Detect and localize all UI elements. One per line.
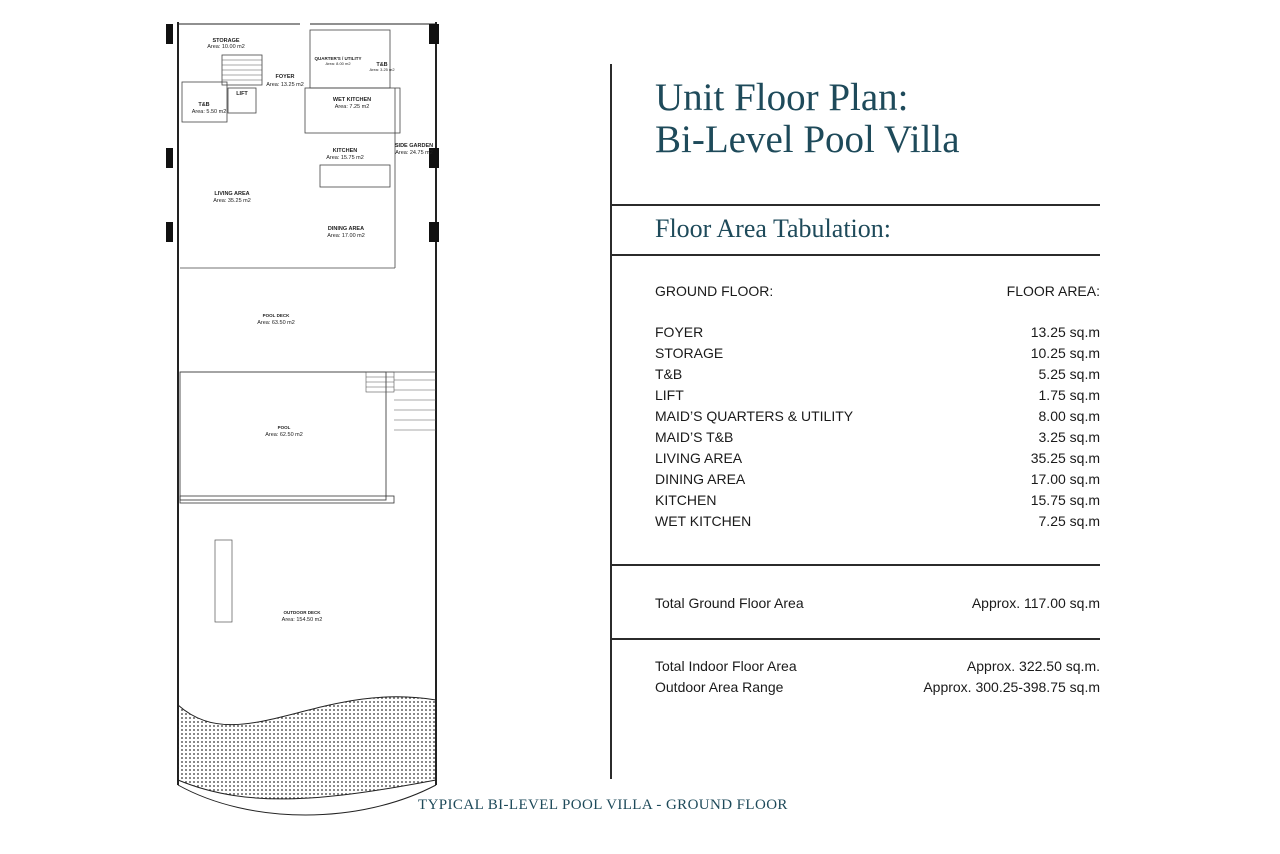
- outdoor-range-label: Outdoor Area Range: [655, 679, 784, 695]
- total-indoor-value: Approx. 322.50 sq.m.: [966, 658, 1100, 674]
- total-ground-value: Approx. 117.00 sq.m: [971, 595, 1100, 611]
- column-post: [429, 222, 439, 242]
- page-title-line1: Unit Floor Plan:: [655, 76, 909, 119]
- room-name: LIFT: [655, 387, 684, 403]
- room-area-maids-tb: Area: 3.25 m2: [369, 67, 395, 72]
- table-header-left: GROUND FLOOR:: [655, 283, 774, 299]
- room-name: LIVING AREA: [655, 450, 743, 466]
- room-area: 7.25 sq.m: [1038, 513, 1100, 529]
- outdoor-bench: [215, 540, 232, 622]
- room-area: 15.75 sq.m: [1030, 492, 1100, 508]
- outdoor-range-row: [655, 677, 1100, 698]
- room-area: 1.75 sq.m: [1038, 387, 1100, 403]
- curved-planter: [178, 697, 436, 799]
- room-area: 3.25 sq.m: [1038, 429, 1100, 445]
- table-header-right: FLOOR AREA:: [1006, 283, 1100, 299]
- total-indoor-row: [655, 656, 1100, 677]
- room-area-living: Area: 35.25 m2: [213, 198, 251, 204]
- room-label-storage: STORAGE: [212, 38, 240, 44]
- page-title-line2: Bi-Level Pool Villa: [655, 118, 960, 161]
- room-area-pool-deck: Area: 63.50 m2: [257, 320, 295, 326]
- section-divider: [612, 564, 1100, 566]
- pool-steps-icon: [366, 372, 436, 430]
- room-label-dining: DINING AREA: [327, 226, 365, 232]
- section-divider: [612, 638, 1100, 640]
- floor-plan-drawing: [160, 15, 450, 825]
- room-label-pool: POOL: [277, 425, 291, 430]
- table-header: [655, 281, 1100, 302]
- column-post: [166, 222, 173, 242]
- room-area-pool: Area: 62.50 m2: [265, 432, 303, 438]
- room-area: 13.25 sq.m: [1030, 324, 1100, 340]
- room-name: DINING AREA: [655, 471, 746, 487]
- plan-caption: TYPICAL BI-LEVEL POOL VILLA - GROUND FLOOR: [418, 797, 788, 813]
- room-area: 17.00 sq.m: [1030, 471, 1100, 487]
- table-row: [655, 469, 1100, 490]
- table-row: [655, 490, 1100, 511]
- stairs-icon: [222, 60, 262, 80]
- room-area-foyer: Area: 13.25 m2: [266, 82, 304, 88]
- room-area-kitchen: Area: 15.75 m2: [326, 155, 364, 161]
- room-name: FOYER: [655, 324, 704, 340]
- room-name: WET KITCHEN: [655, 513, 752, 529]
- room-label-living: LIVING AREA: [214, 191, 250, 197]
- room-area-storage: Area: 10.00 m2: [207, 44, 245, 50]
- table-row: [655, 364, 1100, 385]
- room-label-foyer: FOYER: [275, 74, 295, 80]
- vertical-divider: [610, 64, 612, 779]
- room-area-quarters: Area: 8.00 m2: [325, 61, 351, 66]
- total-ground-row: [655, 593, 1100, 614]
- column-post: [429, 24, 439, 44]
- room-name: MAID’S T&B: [655, 429, 734, 445]
- room-name: MAID’S QUARTERS & UTILITY: [655, 408, 854, 424]
- room-label-pool-deck: POOL DECK: [262, 313, 290, 318]
- section-divider: [612, 204, 1100, 206]
- total-indoor-label: Total Indoor Floor Area: [655, 658, 797, 674]
- table-row: [655, 385, 1100, 406]
- room-name: T&B: [655, 366, 683, 382]
- room-label-side-garden: SIDE GARDEN: [394, 143, 434, 149]
- room-label-quarters: QUARTER'S / UTILITY: [314, 56, 362, 61]
- table-row: [655, 322, 1100, 343]
- room-area-wet-kitchen: Area: 7.25 m2: [334, 104, 370, 110]
- room-area: 10.25 sq.m: [1030, 345, 1100, 361]
- room-area: 35.25 sq.m: [1030, 450, 1100, 466]
- room-label-kitchen: KITCHEN: [332, 148, 358, 154]
- table-row: [655, 427, 1100, 448]
- room-area: 8.00 sq.m: [1038, 408, 1100, 424]
- column-post: [166, 24, 173, 44]
- room-area-outdoor-deck: Area: 154.50 m2: [281, 617, 323, 623]
- table-row: [655, 406, 1100, 427]
- page-title: [655, 77, 960, 161]
- room-label-wet-kitchen: WET KITCHEN: [332, 97, 372, 103]
- column-post: [166, 148, 173, 168]
- room-label-maids-tb: T&B: [376, 62, 388, 68]
- room-area-side-garden: Area: 24.75 m2: [395, 150, 433, 156]
- room-name: KITCHEN: [655, 492, 717, 508]
- outdoor-range-value: Approx. 300.25-398.75 sq.m: [923, 679, 1100, 695]
- total-ground-label: Total Ground Floor Area: [655, 595, 804, 611]
- room-area-tb: Area: 5.50 m2: [191, 109, 227, 115]
- room-label-tb: T&B: [198, 102, 210, 108]
- room-label-outdoor-deck: OUTDOOR DECK: [283, 610, 321, 615]
- section-title: Floor Area Tabulation:: [655, 214, 891, 243]
- section-divider: [612, 254, 1100, 256]
- room-area-dining: Area: 17.00 m2: [327, 233, 365, 239]
- room-name: STORAGE: [655, 345, 724, 361]
- table-row: [655, 448, 1100, 469]
- table-row: [655, 343, 1100, 364]
- table-row: [655, 511, 1100, 532]
- room-area: 5.25 sq.m: [1038, 366, 1100, 382]
- room-label-lift: LIFT: [236, 91, 248, 97]
